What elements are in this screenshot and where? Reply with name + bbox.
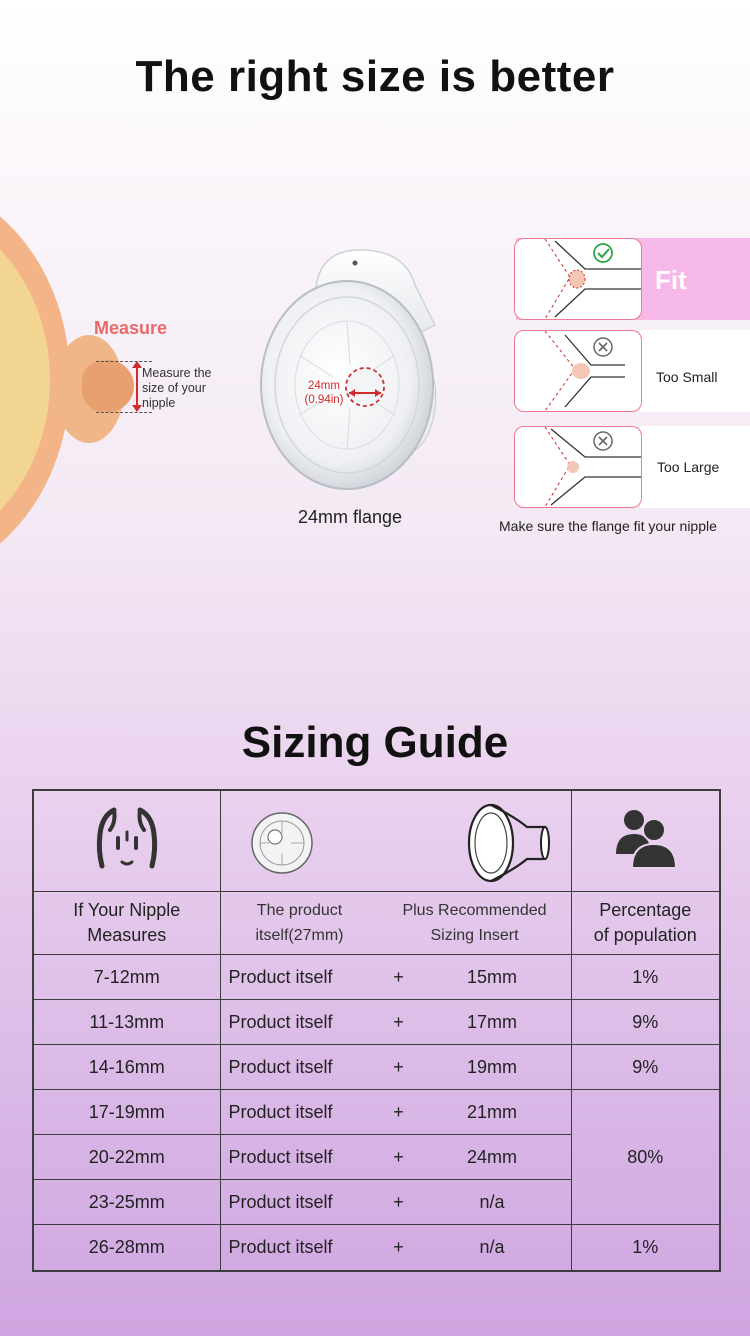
insert-size: n/a [479, 1191, 505, 1212]
header-row [33, 892, 720, 955]
measure-cell: 20-22mm [33, 1135, 220, 1180]
table-row [33, 955, 720, 1000]
plus-sign: + [393, 1236, 404, 1257]
percentage-cell: 1% [571, 1225, 720, 1271]
product-text: Product itself [228, 1236, 333, 1257]
table-row [33, 1090, 720, 1135]
header-percentage [571, 892, 720, 955]
measure-cell: 11-13mm [33, 1000, 220, 1045]
fit-diagram-correct [514, 238, 642, 320]
too-small-label: Too Small [656, 369, 718, 385]
sizing-guide-title: Sizing Guide [241, 718, 509, 767]
too-large-label: Too Large [657, 459, 720, 475]
icon-row [33, 790, 720, 892]
product-text: Product itself [228, 1191, 333, 1212]
product-cell [220, 955, 571, 1000]
insert-size: n/a [479, 1236, 505, 1257]
percentage-cell: 1% [571, 955, 720, 1000]
percentage-cell: 80% [571, 1090, 720, 1225]
product-cell [220, 1225, 571, 1271]
measure-cell: 14-16mm [33, 1045, 220, 1090]
product-cell [220, 1180, 571, 1225]
table-row [33, 1045, 720, 1090]
fit-diagram-too-large [514, 426, 642, 508]
product-cell [220, 1000, 571, 1045]
flange-label: 24mm flange [297, 507, 403, 527]
insert-size: 24mm [466, 1146, 517, 1167]
plus-sign: + [393, 1056, 404, 1077]
header-line: Measures [87, 925, 167, 945]
header-line: Plus Recommended [402, 902, 547, 919]
header-product-insert [220, 892, 571, 955]
product-icons-cell [220, 790, 571, 892]
measure-guide-top [96, 361, 152, 362]
measure-cell: 7-12mm [33, 955, 220, 1000]
measure-title: Measure [94, 318, 168, 338]
breast-pump-image [255, 245, 455, 495]
plus-sign: + [393, 1191, 404, 1212]
measure-instruction [142, 366, 222, 411]
header-line: Sizing Insert [430, 927, 519, 944]
page-title: The right size is better [135, 52, 615, 101]
sizing-insert-icon [465, 801, 550, 883]
measure-cell: 26-28mm [33, 1225, 220, 1271]
population-icon [610, 804, 680, 874]
header-line: of population [593, 925, 697, 945]
insert-size: 15mm [466, 966, 517, 987]
header-insert [379, 898, 571, 948]
plus-sign: + [393, 966, 404, 987]
measure-instruction-line: nipple [142, 396, 176, 410]
product-text: Product itself [228, 1011, 333, 1032]
nipple-illustration [82, 360, 134, 412]
plus-sign: + [393, 1146, 404, 1167]
flange-icon [247, 807, 317, 877]
measure-guide-bottom [96, 412, 152, 413]
measure-instruction-line: Measure the [142, 366, 212, 380]
insert-size: 17mm [466, 1011, 517, 1032]
percentage-cell: 9% [571, 1045, 720, 1090]
header-line: itself(27mm) [255, 927, 344, 944]
flange-dimension [294, 379, 354, 407]
arrow-up-icon [132, 361, 142, 368]
product-text: Product itself [228, 1146, 333, 1167]
table-row [33, 1225, 720, 1271]
table-row [33, 1000, 720, 1045]
product-text: Product itself [228, 1056, 333, 1077]
header-nipple-measures [33, 892, 220, 955]
header-line: Percentage [599, 900, 692, 920]
flange-dimension-in: (0.94in) [304, 394, 344, 406]
product-cell [220, 1045, 571, 1090]
header-line: If Your Nipple [73, 900, 181, 920]
measure-instruction-line: size of your [142, 381, 206, 395]
flange-dimension-mm: 24mm [308, 380, 340, 392]
measure-cell: 23-25mm [33, 1180, 220, 1225]
fit-note: Make sure the flange fit your nipple [499, 518, 717, 534]
torso-icon-cell [33, 790, 220, 892]
arrow-down-icon [132, 405, 142, 412]
fit-diagram-too-small [514, 330, 642, 412]
measure-arrow [136, 363, 138, 411]
plus-sign: + [393, 1101, 404, 1122]
product-cell [220, 1135, 571, 1180]
header-product [221, 898, 379, 948]
percentage-cell: 9% [571, 1000, 720, 1045]
fit-label: Fit [655, 265, 687, 295]
sizing-table [32, 789, 721, 1272]
measure-cell: 17-19mm [33, 1090, 220, 1135]
product-text: Product itself [228, 1101, 333, 1122]
product-cell [220, 1090, 571, 1135]
insert-size: 21mm [466, 1101, 517, 1122]
product-text: Product itself [228, 966, 333, 987]
population-icon-cell [571, 790, 720, 892]
header-line: The product [256, 902, 343, 919]
insert-size: 19mm [466, 1056, 517, 1077]
torso-icon [92, 804, 162, 874]
plus-sign: + [393, 1011, 404, 1032]
